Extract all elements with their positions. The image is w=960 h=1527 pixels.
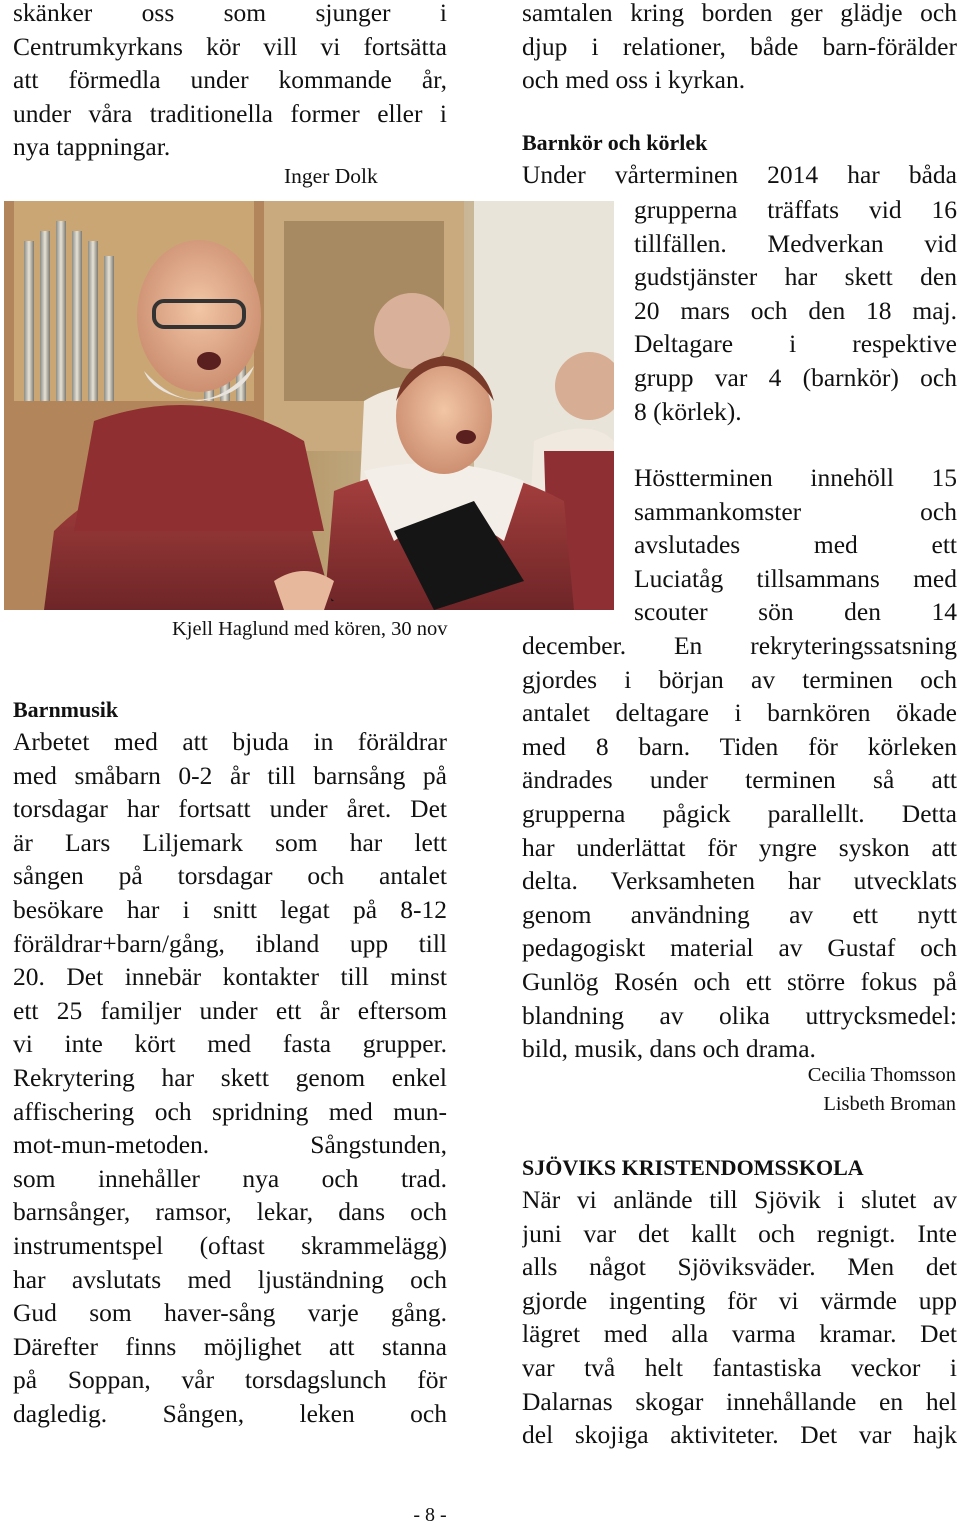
text-line: gjorde ingenting för vi värmde upp <box>522 1285 957 1315</box>
text-line: affischering och spridning med mun- <box>13 1096 447 1126</box>
text-line: alls något Sjöviksväder. Men det <box>522 1252 957 1282</box>
text-line: har avslutats med ljuständning och <box>13 1264 447 1294</box>
text-line: blandning av olika uttrycksmedel: <box>522 1000 957 1030</box>
text-line: grupp var 4 (barnkör) och <box>634 362 957 392</box>
sjovik-section <box>522 1153 957 1452</box>
text-line: med 8 barn. Tiden för körleken <box>522 731 957 761</box>
text-line: ändrades under terminen så att <box>522 765 957 795</box>
text-line: dagledig. Sången, leken och <box>13 1398 447 1428</box>
choir-photo <box>4 201 614 610</box>
text-line: grupperna träffats vid 16 <box>634 195 957 224</box>
text-line: sammankomster och <box>634 496 957 526</box>
text-line: Deltagare i respektive <box>634 329 957 359</box>
text-line: barnsånger, ramsor, lekar, dans och <box>13 1197 447 1227</box>
text-line: instrumentspel (oftast skrammelägg) <box>13 1230 447 1260</box>
text-line: 20. Det innebär kontakter till minst <box>13 962 447 992</box>
text-line: Rekrytering har skett genom enkel <box>13 1062 447 1092</box>
text-line: tillfällen. Medverkan vid <box>634 228 957 258</box>
signature-inger-dolk: Inger Dolk <box>284 164 378 188</box>
text-line: med småbarn 0-2 år till barnsång på <box>13 760 447 790</box>
text-line: avslutades med ett <box>634 530 957 560</box>
text-line: Dalarnas skogar innehållande en hel <box>522 1386 957 1416</box>
text-line: vi inte kört med fasta grupper. <box>13 1029 447 1059</box>
text-line: 8 (körlek). <box>634 396 742 426</box>
text-line: under våra traditionella former eller i <box>13 98 447 128</box>
text-line: att förmedla under kommande år, <box>13 65 447 95</box>
barnkor-section <box>522 128 957 192</box>
text-line: som innehåller nya och trad. <box>13 1163 447 1193</box>
text-line: sången på torsdagar och antalet <box>13 861 447 891</box>
text-line: del skojiga aktiviteter. Det var hajk <box>522 1420 957 1450</box>
text-line: torsdagar har fortsatt under året. Det <box>13 794 447 824</box>
text-line: pedagogiskt material av Gustaf och <box>522 933 957 963</box>
text-line: delta. Verksamheten har utvecklats <box>522 866 957 896</box>
host-full-text <box>522 629 957 1066</box>
text-line: samtalen kring borden ger glädje och <box>522 0 957 27</box>
text-line: Centrumkyrkans kör vill vi fortsätta <box>13 31 447 61</box>
text-line: lägret med alla varma kramar. Det <box>522 1319 957 1349</box>
section-heading: Barnmusik <box>13 697 119 722</box>
barnkor-wrapped-text <box>634 193 957 428</box>
right-intro <box>522 0 957 97</box>
text-line: och med oss i kyrkan. <box>522 65 746 95</box>
text-line: Därefter finns möjlighet att stanna <box>13 1331 447 1361</box>
text-line: gjordes i början av terminen och <box>522 664 957 694</box>
host-wrapped-text <box>634 461 957 629</box>
intro-paragraph <box>13 0 447 164</box>
signature-lisbeth: Lisbeth Broman <box>823 1093 956 1115</box>
text-line: Luciatåg tillsammans med <box>634 563 957 593</box>
signature-cecilia: Cecilia Thomsson <box>807 1064 956 1086</box>
text-line: Gud som haver-sång varje gång. <box>13 1298 447 1328</box>
text-line: Höstterminen innehöll 15 <box>634 463 957 492</box>
text-line: på Soppan, vår torsdagslunch för <box>13 1365 447 1395</box>
text-line: Arbetet med att bjuda in föräldrar <box>13 727 447 756</box>
page-number: - 8 - <box>413 1504 447 1526</box>
barnmusik-section <box>13 695 447 1430</box>
text-line: december. En rekryteringssatsning <box>522 631 957 660</box>
text-line: gudstjänster har skett den <box>634 262 957 292</box>
text-line: djup i relationer, både barn-förälder <box>522 31 957 61</box>
text-line: bild, musik, dans och drama. <box>522 1034 816 1064</box>
section-heading: SJÖVIKS KRISTENDOMSSKOLA <box>522 1155 864 1180</box>
text-line: antalet deltagare i barnkören ökade <box>522 698 957 728</box>
text-line: har underlättat för yngre syskon att <box>522 832 957 862</box>
text-line: 20 mars och den 18 maj. <box>634 295 957 325</box>
photo-caption: Kjell Haglund med kören, 30 nov <box>172 618 448 640</box>
text-line: är Lars Liljemark som har lett <box>13 827 447 857</box>
text-line: grupperna pågick parallellt. Detta <box>522 798 957 828</box>
text-line: föräldrar+barn/gång, ibland upp till <box>13 928 447 958</box>
text-line: Gunlög Rosén och ett större fokus på <box>522 966 957 996</box>
text-line: var två helt fantastiska veckor i <box>522 1352 957 1382</box>
text-line: Under vårterminen 2014 har båda <box>522 160 957 189</box>
text-line: nya tappningar. <box>13 132 171 162</box>
text-line: När vi anlände till Sjövik i slutet av <box>522 1185 957 1214</box>
text-line: besökare har i snitt legat på 8-12 <box>13 894 447 924</box>
text-line: ett 25 familjer under ett år eftersom <box>13 995 447 1025</box>
text-line: mot-mun-metoden. Sångstunden, <box>13 1130 447 1160</box>
section-heading: Barnkör och körlek <box>522 130 708 155</box>
text-line: skänker oss som sjunger i <box>13 0 447 27</box>
text-line: juni var det kallt och regnigt. Inte <box>522 1218 957 1248</box>
text-line: genom användning av ett nytt <box>522 899 957 929</box>
text-line: scouter sön den 14 <box>634 597 957 627</box>
